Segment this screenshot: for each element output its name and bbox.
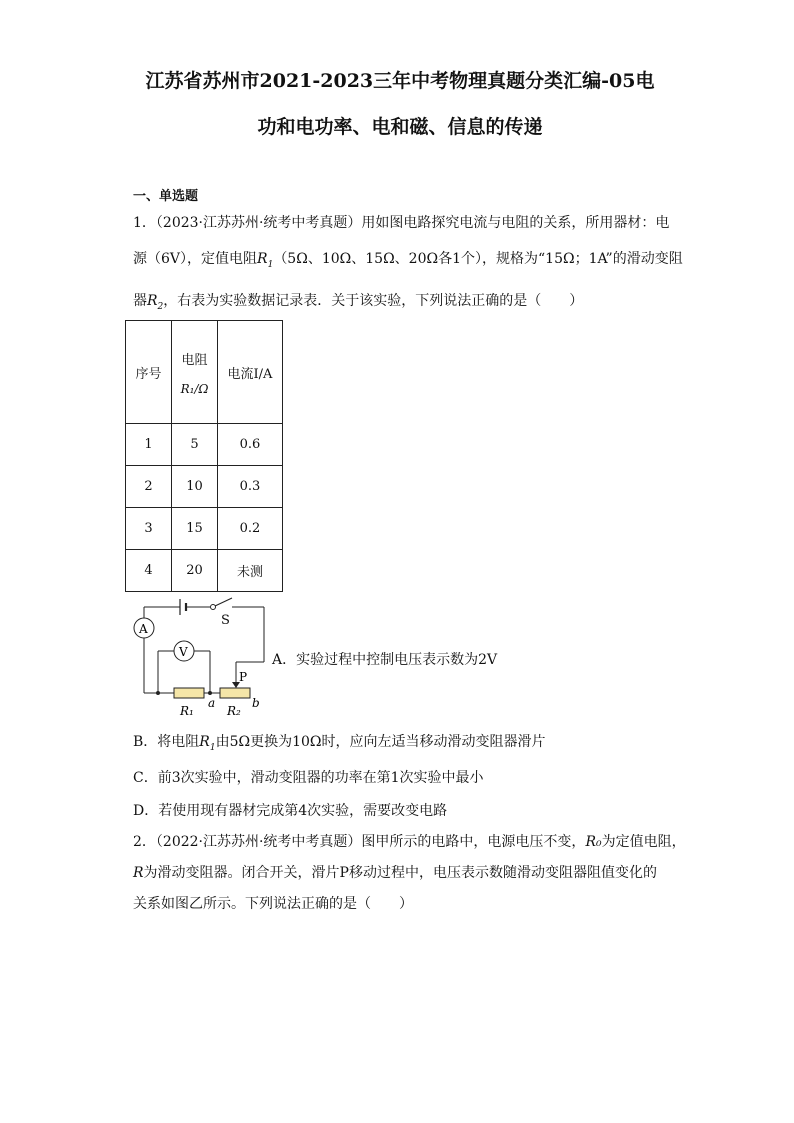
ammeter-label: A bbox=[139, 622, 148, 636]
q1-option-b: B．将电阻$R_1$由5Ω更换为10Ω时，应向左适当移动滑动变阻器滑片 bbox=[133, 734, 546, 753]
table-header-row bbox=[126, 321, 283, 424]
table-row: 1 5 0.6 bbox=[126, 424, 283, 466]
ammeter bbox=[134, 618, 154, 638]
r0-symbol: R₀ bbox=[585, 834, 602, 850]
r1-symbol-b: $R_1$ bbox=[199, 734, 216, 753]
q1-option-a: A．实验过程中控制电压表示数为2V bbox=[272, 652, 498, 668]
q2-line3: 关系如图乙所示。下列说法正确的是（ ） bbox=[133, 896, 413, 912]
doc-title-line2: 功和电功率、电和磁、信息的传递 bbox=[257, 116, 543, 138]
header-resistance: 电阻 R₁/Ω bbox=[172, 321, 218, 424]
voltmeter-label: V bbox=[179, 645, 188, 659]
q1-line3-a: 器 bbox=[133, 293, 147, 309]
switch bbox=[211, 598, 265, 628]
table-row: 4 20 未测 bbox=[126, 550, 283, 592]
section-heading: 一、单选题 bbox=[133, 189, 199, 204]
switch-label: S bbox=[221, 613, 230, 628]
q1-line1: 1．（2023·江苏苏州·统考中考真题）用如图电路探究电流与电阻的关系，所用器材：电 bbox=[133, 215, 670, 231]
rheostat-r2 bbox=[220, 688, 250, 698]
table-row: 2 10 0.3 bbox=[126, 466, 283, 508]
q1-line2 bbox=[133, 248, 683, 270]
header-current: 电流I/A bbox=[218, 321, 283, 424]
doc-title-line1: 江苏省苏州市2021-2023三年中考物理真题分类汇编-05电 bbox=[145, 70, 655, 92]
slider-label: P bbox=[239, 670, 248, 684]
data-table bbox=[125, 320, 283, 592]
q1-line2-b: （5Ω、10Ω、15Ω、20Ω各1个），规格为“15Ω；1A”的滑动变阻 bbox=[273, 251, 683, 267]
circuit-diagram bbox=[128, 596, 270, 720]
voltmeter bbox=[174, 641, 194, 661]
node-a-label: a bbox=[208, 696, 216, 710]
r1-label: R₁ bbox=[180, 704, 194, 718]
q2-line2: R为滑动变阻器。闭合开关，滑片P移动过程中，电压表示数随滑动变阻器阻值变化的 bbox=[133, 865, 657, 881]
q2-line1: 2．（2022·江苏苏州·统考中考真题）图甲所示的电路中，电源电压不变，R₀为定值电阻， bbox=[133, 834, 686, 850]
r2-symbol: $R_2$ bbox=[147, 293, 164, 312]
resistor-r1 bbox=[174, 688, 204, 698]
q1-option-c: C．前3次实验中，滑动变阻器的功率在第1次实验中最小 bbox=[133, 770, 484, 786]
q1-option-d: D．若使用现有器材完成第4次实验，需要改变电路 bbox=[133, 803, 448, 819]
q1-line2-a: 源（6V），定值电阻 bbox=[133, 251, 258, 267]
node-b-label: b bbox=[252, 696, 260, 710]
r1-symbol: $R_1$ bbox=[257, 251, 274, 270]
r-symbol: R bbox=[133, 865, 144, 881]
q1-line3-b: ，右表为实验数据记录表．关于该实验，下列说法正确的是（ ） bbox=[163, 293, 584, 309]
r2-label: R₂ bbox=[227, 704, 241, 718]
table-row: 3 15 0.2 bbox=[126, 508, 283, 550]
q1-line3 bbox=[133, 290, 583, 312]
battery bbox=[144, 599, 210, 615]
header-index: 序号 bbox=[126, 321, 172, 424]
